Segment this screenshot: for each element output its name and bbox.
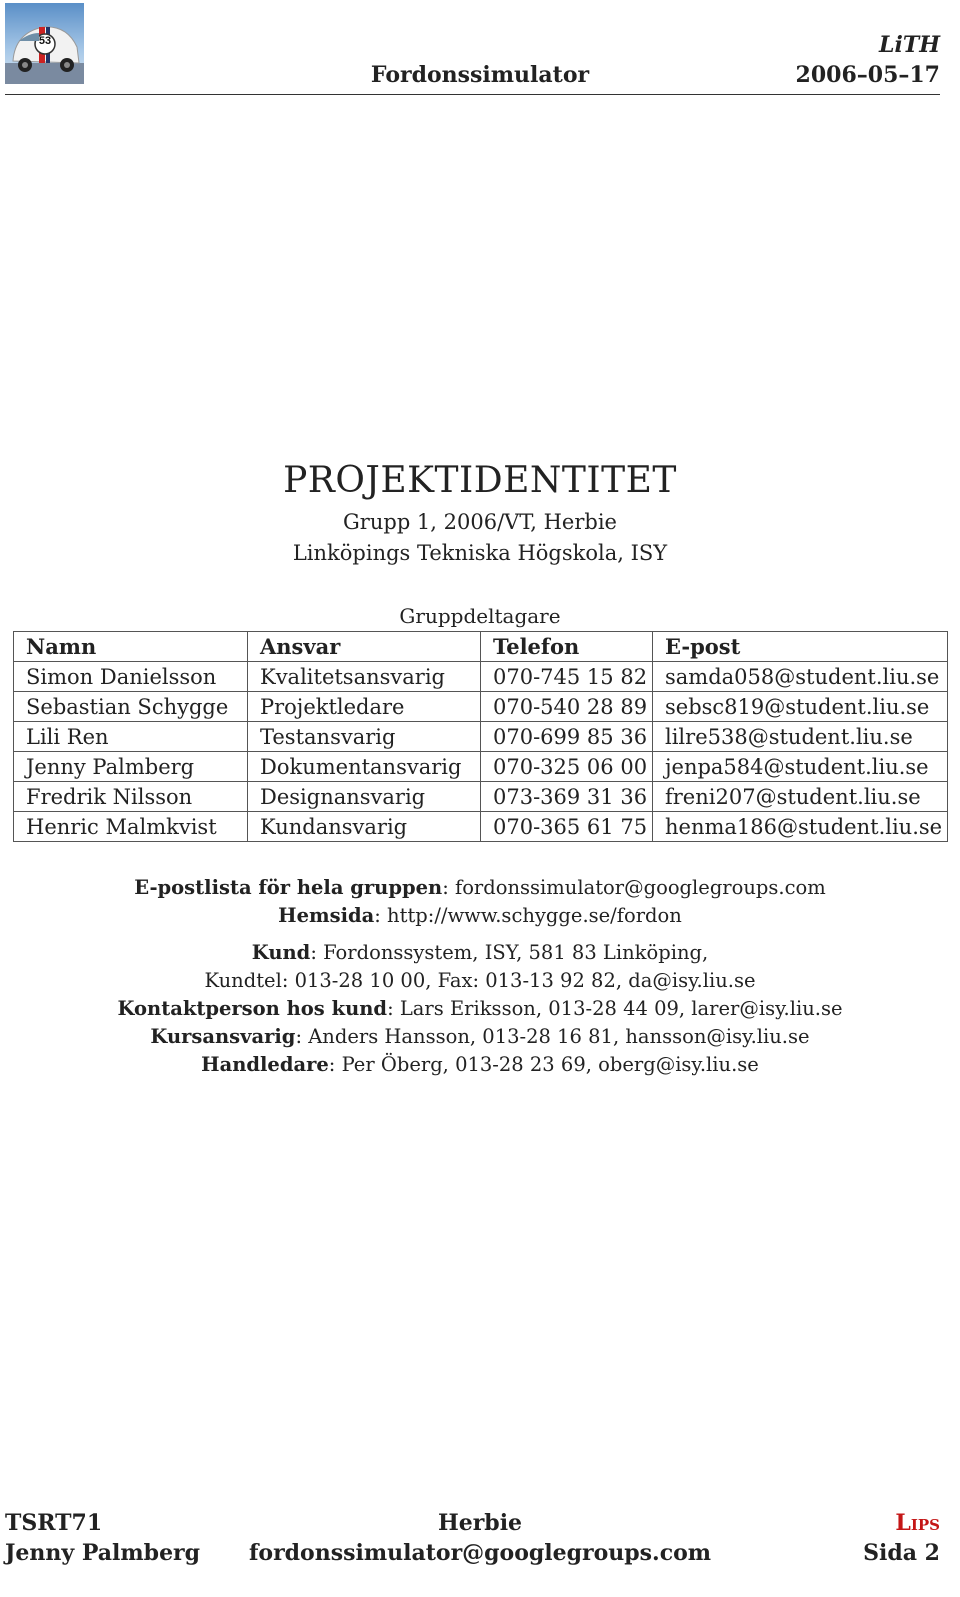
- header-title: Fordonssimulator: [370, 62, 590, 88]
- cell-name: Jenny Palmberg: [14, 752, 248, 782]
- cell-name: Henric Malmkvist: [14, 812, 248, 842]
- supervisor-value: : Per Öberg, 013-28 23 69, oberg@isy.liu.se: [328, 1053, 759, 1076]
- cell-email: henma186@student.liu.se: [653, 812, 948, 842]
- cell-email: jenpa584@student.liu.se: [653, 752, 948, 782]
- table-row: [14, 662, 948, 692]
- cell-name: Lili Ren: [14, 722, 248, 752]
- subtitle-school: Linköpings Tekniska Högskola, ISY: [292, 541, 668, 565]
- cell-phone: 073-369 31 36: [481, 782, 653, 812]
- members-table: [13, 631, 948, 842]
- cell-role: Testansvarig: [248, 722, 481, 752]
- cell-phone: 070-745 15 82: [481, 662, 653, 692]
- mailing-list-line: [0, 876, 960, 899]
- cell-role: Projektledare: [248, 692, 481, 722]
- footer-brand: Lips: [895, 1510, 940, 1536]
- table-caption: Gruppdeltagare: [399, 604, 561, 628]
- course-value: : Anders Hansson, 013-28 16 81, hansson@isy.liu.se: [295, 1025, 810, 1048]
- contact-line: [0, 997, 960, 1020]
- subtitle-group: Grupp 1, 2006/VT, Herbie: [343, 510, 617, 534]
- cell-phone: 070-325 06 00: [481, 752, 653, 782]
- website-label: Hemsida: [278, 904, 375, 927]
- table-row: [14, 692, 948, 722]
- cell-phone: 070-540 28 89: [481, 692, 653, 722]
- column-header: E-post: [653, 632, 948, 662]
- column-header: Telefon: [481, 632, 653, 662]
- footer-author: Jenny Palmberg: [5, 1540, 201, 1566]
- table-row: [14, 752, 948, 782]
- footer-project: Herbie: [437, 1510, 523, 1536]
- cell-email: sebsc819@student.liu.se: [653, 692, 948, 722]
- footer-page-number: Sida 2: [863, 1540, 940, 1566]
- column-header: Ansvar: [248, 632, 481, 662]
- logo-number: 53: [38, 35, 52, 47]
- cell-email: samda058@student.liu.se: [653, 662, 948, 692]
- website-value: : http://www.schygge.se/fordon: [374, 904, 682, 927]
- customer-value: : Fordonssystem, ISY, 581 83 Linköping,: [310, 941, 709, 964]
- supervisor-line: [0, 1053, 960, 1076]
- cell-phone: 070-365 61 75: [481, 812, 653, 842]
- customer-line: [0, 941, 960, 964]
- customer-label: Kund: [251, 941, 311, 964]
- table-row: [14, 782, 948, 812]
- cell-email: lilre538@student.liu.se: [653, 722, 948, 752]
- course-line: [0, 1025, 960, 1048]
- cell-email: freni207@student.liu.se: [653, 782, 948, 812]
- page-title: PROJEKTIDENTITET: [283, 460, 677, 501]
- table-header-row: [14, 632, 948, 662]
- cell-role: Kundansvarig: [248, 812, 481, 842]
- header-date: 2006–05–17: [795, 62, 940, 88]
- contact-value: : Lars Eriksson, 013-28 44 09, larer@isy.liu.se: [387, 997, 843, 1020]
- cell-role: Dokumentansvarig: [248, 752, 481, 782]
- table-row: [14, 812, 948, 842]
- customer-phone-line: Kundtel: 013-28 10 00, Fax: 013-13 92 82, da@isy.liu.se: [204, 969, 756, 992]
- cell-role: Kvalitetsansvarig: [248, 662, 481, 692]
- cell-name: Simon Danielsson: [14, 662, 248, 692]
- cell-name: Sebastian Schygge: [14, 692, 248, 722]
- mailing-list-label: E-postlista för hela gruppen: [134, 876, 443, 899]
- footer-course: TSRT71: [5, 1510, 103, 1536]
- cell-name: Fredrik Nilsson: [14, 782, 248, 812]
- header-rule: [5, 94, 940, 95]
- contact-label: Kontaktperson hos kund: [117, 997, 388, 1020]
- column-header: Namn: [14, 632, 248, 662]
- website-line: [0, 904, 960, 927]
- footer-email: fordonssimulator@googlegroups.com: [248, 1540, 712, 1566]
- mailing-list-value: : fordonssimulator@googlegroups.com: [442, 876, 826, 899]
- header-org: LiTH: [879, 32, 940, 58]
- table-row: [14, 722, 948, 752]
- cell-role: Designansvarig: [248, 782, 481, 812]
- cell-phone: 070-699 85 36: [481, 722, 653, 752]
- supervisor-label: Handledare: [201, 1053, 329, 1076]
- course-label: Kursansvarig: [150, 1025, 296, 1048]
